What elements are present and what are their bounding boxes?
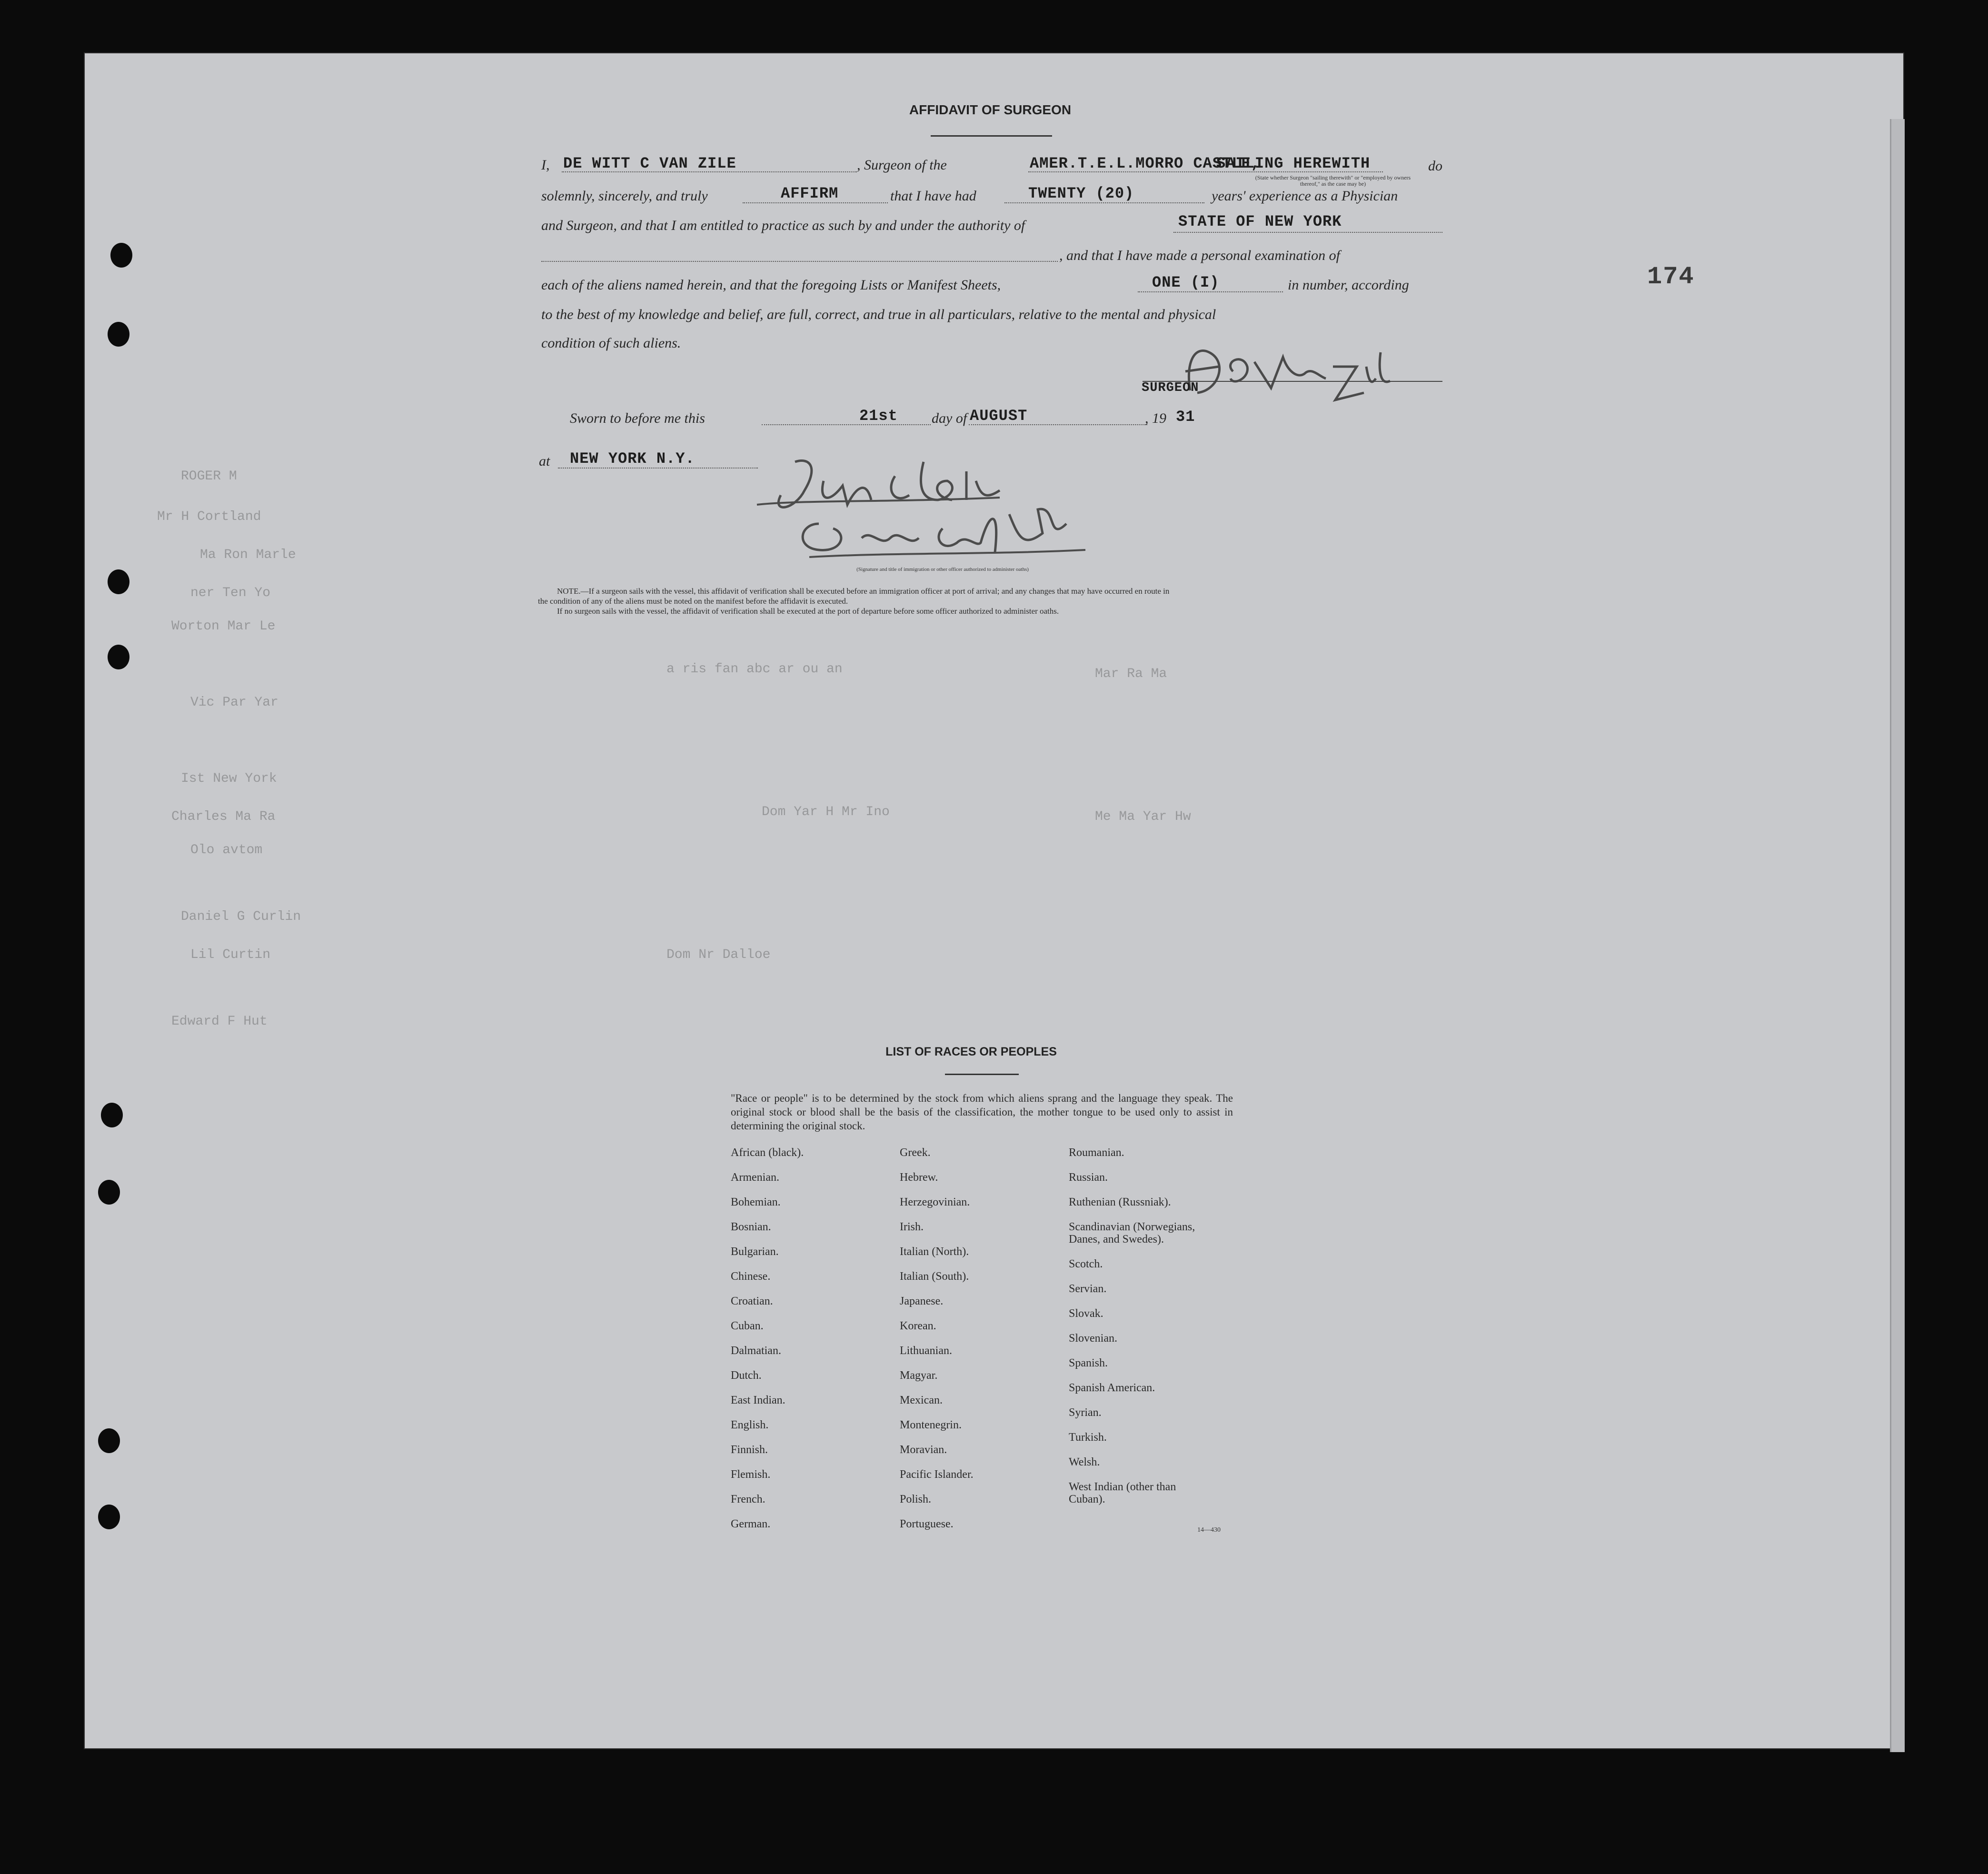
affidavit-line5-a: each of the aliens named herein, and that the foregoing Lists or Manifest Sheets, [541,277,1001,293]
punch-hole [108,569,129,594]
race-item: Russian. [1069,1171,1108,1184]
surgeon-name-line [562,171,857,172]
race-item: Japanese. [900,1295,944,1307]
race-item: East Indian. [731,1394,785,1406]
race-item: Polish. [900,1493,932,1505]
race-item: Moravian. [900,1444,947,1456]
bleed-through-text: a ris fan abc ar ou an [666,662,843,677]
punch-hole [108,645,129,669]
heading-divider [931,135,1052,137]
race-item: Magyar. [900,1369,938,1382]
affidavit-line6: to the best of my knowledge and belief, are full, correct, and true in all particulars, relative to the mental and physical [541,307,1216,322]
bleed-through-text: Worton Mar Le [171,619,276,634]
affidavit-note-line1: NOTE.—If a surgeon sails with the vessel, this affidavit of verification shall be executed before an immigration officer at port of arrival; and any changes that may have occurred en route in [557,587,1170,596]
race-item: Dutch. [731,1369,762,1382]
bleed-through-text: Dom Nr Dalloe [666,947,771,962]
bleed-through-text: Me Ma Yar Hw [1095,809,1191,824]
race-item: Hebrew. [900,1171,938,1184]
race-item: French. [731,1493,765,1505]
authority-line [1173,232,1442,233]
race-item: Irish. [900,1221,924,1233]
races-divider [945,1074,1019,1075]
sworn-month: AUGUST [970,407,1028,425]
sworn-day-line [762,424,931,425]
sworn-year: 31 [1176,408,1195,426]
page-number: 174 [1647,263,1695,291]
surgeon-name: DE WITT C VAN ZILE [563,155,736,172]
punch-hole [98,1180,120,1205]
race-item: Slovenian. [1069,1332,1117,1345]
sheet-edge [1890,119,1905,1752]
affidavit-line5-b: in number, according [1288,277,1409,293]
official-signature [752,452,1219,576]
bleed-through-text: ROGER M [181,469,237,484]
race-item: Armenian. [731,1171,779,1184]
affidavit-line7: condition of such aliens. [541,335,681,351]
punch-hole [101,1103,123,1127]
sworn-label: Sworn to before me this [570,410,705,426]
authority-line-continued [541,261,1058,262]
race-item: Spanish. [1069,1357,1108,1369]
affidavit-note-line3: If no surgeon sails with the vessel, the affidavit of verification shall be executed at the port of departure before some officer authorized to administer oaths. [557,607,1059,616]
punch-hole [108,322,129,347]
race-item: Slovak. [1069,1307,1103,1320]
sailing-note: (State whether Surgeon "sailing therewith" or "employed by owners thereof," as the case may be) [1255,174,1411,187]
vessel-name: AMER.T.E.L.MORRO CASTLE, [1030,155,1261,172]
affidavit-line2-a: solemnly, sincerely, and truly [541,188,708,204]
race-item: Spanish American. [1069,1382,1155,1394]
sworn-year-prefix: , 19 [1145,410,1166,426]
race-item: Dalmatian. [731,1345,781,1357]
race-item: Italian (North). [900,1246,969,1258]
affidavit-line1-end: do [1428,158,1442,174]
race-item: Scandinavian (Norwegians, Danes, and Swedes). [1069,1221,1195,1246]
race-item: Montenegrin. [900,1419,962,1431]
race-item: Greek. [900,1146,931,1159]
races-title: LIST OF RACES OR PEOPLES [885,1045,1057,1058]
race-item: Mexican. [900,1394,943,1406]
sworn-day: 21st [859,407,898,425]
race-item: Portuguese. [900,1518,954,1530]
bleed-through-text: Mr H Cortland [157,509,261,524]
punch-hole [98,1428,120,1453]
punch-hole [98,1505,120,1529]
race-item: English. [731,1419,769,1431]
affidavit-line4: , and that I have made a personal examination of [1059,248,1340,263]
affidavit-line1-prefix: I, [541,157,550,173]
race-item: Bohemian. [731,1196,781,1208]
sworn-day-of: day of [932,410,967,426]
race-item: Bosnian. [731,1221,771,1233]
race-item: Korean. [900,1320,936,1332]
affidavit-line1-mid: , Surgeon of the [857,157,947,173]
bleed-through-text: Mar Ra Ma [1095,667,1167,681]
surgeon-label: SURGEON [1142,381,1199,395]
race-item: Italian (South). [900,1270,969,1283]
races-column-3 [1069,1146,1212,1509]
bleed-through-text: Ma Ron Marle [200,548,296,562]
sheet-count: ONE (I) [1152,274,1220,291]
bleed-through-text: Edward F Hut [171,1014,268,1029]
affidavit-line2-c: years' experience as a Physician [1212,188,1398,204]
race-item: Turkish. [1069,1431,1107,1444]
affidavit-note-line2: the condition of any of the aliens must be noted on the manifest before the affidavit is executed. [538,597,848,606]
affidavit-line2-b: that I have had [890,188,976,204]
bleed-through-text: Lil Curtin [190,947,271,962]
sworn-month-line [969,424,1147,425]
races-column-1 [731,1146,804,1543]
races-column-2 [900,1146,974,1543]
race-item: Syrian. [1069,1406,1102,1419]
bleed-through-text: Dom Yar H Mr Ino [762,805,890,819]
years-line [1004,202,1204,203]
practice-authority: STATE OF NEW YORK [1178,213,1342,230]
races-intro: "Race or people" is to be determined by the stock from which aliens sprang and the language they speak. The original stock or blood shall be the basis of the classification, the mother tongue to be used only to assist in determining the original stock. [731,1092,1233,1132]
official-signature-caption: (Signature and title of immigration or other officer authorized to administer oaths) [856,567,1029,572]
punch-hole [110,243,132,268]
affidavit-heading: AFFIDAVIT OF SURGEON [909,102,1072,117]
oath-type-line [743,202,888,203]
sworn-location: NEW YORK N.Y. [570,450,695,468]
race-item: Finnish. [731,1444,768,1456]
race-item: Flemish. [731,1468,771,1481]
sailing-status: SAILING HEREWITH [1216,155,1371,172]
race-item: Roumanian. [1069,1146,1124,1159]
race-item: Herzegovinian. [900,1196,970,1208]
race-item: West Indian (other than Cuban). [1069,1481,1176,1505]
surgeon-signature [1176,333,1400,409]
bleed-through-text: Ist New York [181,771,277,786]
years-experience: TWENTY (20) [1028,185,1134,202]
bleed-through-text: Daniel G Curlin [181,909,301,924]
bleed-through-text: ner Ten Yo [190,586,271,600]
race-item: Cuban. [731,1320,764,1332]
bleed-through-text: Olo avtom [190,843,263,857]
oath-type: AFFIRM [781,185,839,202]
race-item: Pacific Islander. [900,1468,974,1481]
affidavit-line3: and Surgeon, and that I am entitled to practice as such by and under the authority of [541,218,1025,233]
race-item: Chinese. [731,1270,771,1283]
location-label: at [539,453,550,469]
bleed-through-text: Vic Par Yar [190,695,278,710]
race-item: Scotch. [1069,1258,1103,1270]
race-item: African (black). [731,1146,804,1159]
race-item: Servian. [1069,1283,1107,1295]
race-item: German. [731,1518,771,1530]
race-item: Croatian. [731,1295,773,1307]
race-item: Bulgarian. [731,1246,779,1258]
race-item: Welsh. [1069,1456,1100,1468]
vessel-line [1028,171,1383,172]
race-item: Lithuanian. [900,1345,952,1357]
sheet-count-line [1138,291,1283,292]
race-item: Ruthenian (Russniak). [1069,1196,1171,1208]
form-number: 14—430 [1197,1526,1221,1534]
bleed-through-text: Charles Ma Ra [171,809,276,824]
